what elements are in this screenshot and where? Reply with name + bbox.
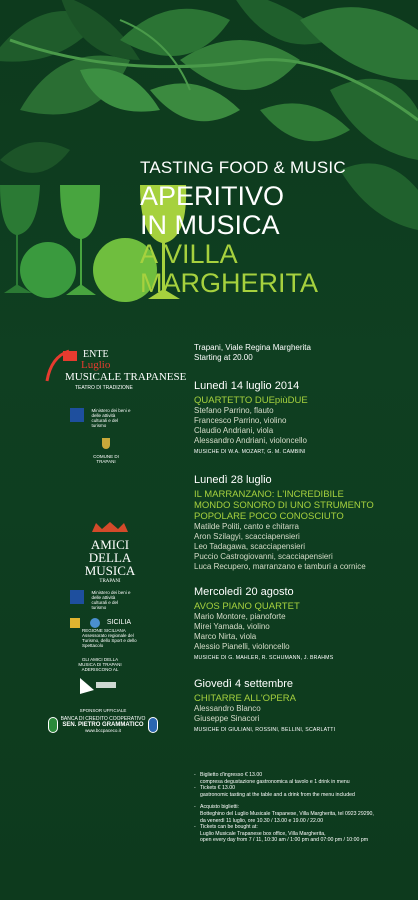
venue-info: [194, 343, 409, 363]
ente-line-1: ENTE: [83, 349, 109, 360]
trinacria-icon: [70, 618, 80, 628]
event-music: MUSICHE DI GIULIANI, ROSSINI, BELLINI, SCARLATTI: [194, 727, 336, 733]
performer: Giuseppe Sinacori: [194, 714, 260, 723]
purchase-line: Acquisto biglietti:: [200, 804, 239, 811]
venue-time: Starting at 20.00: [194, 353, 253, 362]
event-date: Lunedì 14 luglio 2014: [194, 380, 300, 392]
performer: Luca Recupero, marranzano e tamburi a cornice: [194, 562, 366, 571]
bank-url[interactable]: www.bccpaceco.it: [85, 728, 121, 733]
event-title-line: IL MARRANZANO: L'INCREDIBILE: [194, 489, 344, 500]
purchase-line: Botteghino del Luglio Musicale Trapanese, Villa Margherita, tel 0923 29290,: [200, 810, 374, 817]
performer: Alessio Pianelli, violoncello: [194, 642, 290, 651]
ticket-line: gastronomic tasting at the table and a drink from the menu included: [200, 791, 355, 798]
purchase-line: Luglio Musicale Trapanese box office, Villa Margherita,: [200, 830, 326, 837]
performer: Stefano Parrino, flauto: [194, 406, 274, 415]
purchase-line: Tickets can be bought at:: [200, 824, 258, 831]
performer: Alessandro Andriani, violoncello: [194, 436, 307, 445]
event-1: [194, 380, 409, 455]
event-date: Giovedì 4 settembre: [194, 678, 294, 690]
regione-text: REGIONE SICILIANA Assessorato regionale del Turismo, dello Sport e dello Spettacolo: [82, 628, 137, 648]
ente-line-3: MUSICALE TRAPANESE: [65, 371, 187, 383]
purchase-line: open every day from 7 / 11, 10:30 am / 1:00 pm and 07:00 pm / 10:00 pm: [200, 837, 369, 844]
performer: Francesco Parrino, violino: [194, 416, 287, 425]
amici-line-2: DELLA: [88, 550, 132, 565]
ente-line-4: TEATRO DI TRADIZIONE: [75, 385, 133, 391]
event-title: AVOS PIANO QUARTET: [194, 601, 300, 612]
performer: Alessandro Blanco: [194, 704, 261, 713]
bank-icon-right: [148, 717, 158, 733]
performer: Claudio Andriani, viola: [194, 426, 274, 435]
sicilia-text: SICILIA: [106, 619, 132, 627]
event-music: MUSICHE DI W.A. MOZART, G. M. CAMBINI: [194, 449, 306, 455]
sponsor-block: [48, 708, 158, 733]
ente-luglio-logo: [45, 345, 187, 395]
event-title: CHITARRE ALL'OPERA: [194, 693, 296, 704]
performer: Matilde Politi, canto e chitarra: [194, 522, 299, 531]
comune-logo: [86, 436, 126, 464]
purchase-line: da venerdì 11 luglio, ore 10.30 / 13.00 e 19.00 / 22.00: [200, 817, 324, 824]
event-music: MUSICHE DI G. MAHLER, R. SCHUMANN, J. BRAHMS: [194, 655, 334, 661]
tagline: TASTING FOOD & MUSIC: [140, 158, 346, 177]
performer: Leo Tadagawa, scacciapensieri: [194, 542, 306, 551]
mibac-text-2: Ministero dei beni e delle attività culturali e del turismo: [91, 590, 131, 610]
event-title-line: POPOLARE POCO CONOSCIUTO: [194, 511, 344, 522]
performer: Puccio Castrogiovanni, scacciapensieri: [194, 552, 333, 561]
ente-line-2: Luglio: [81, 359, 111, 371]
sponsor-label: SPONSOR UFFICIALE: [79, 708, 127, 713]
performer: Aron Szilagyi, scacciapensieri: [194, 532, 300, 541]
amici-line-3: MUSICA: [84, 563, 136, 578]
performer: Marco Nirta, viola: [194, 632, 257, 641]
event-date: Mercoledì 20 agosto: [194, 586, 294, 598]
amici-della-musica-logo: [70, 520, 150, 584]
title-line-2: IN MUSICA: [140, 210, 280, 240]
event-3: [194, 586, 409, 661]
crest-icon: [102, 438, 110, 449]
network-logo-icon: [78, 674, 118, 696]
bank-line-2: SEN. PIETRO GRAMMATICO: [62, 722, 144, 728]
bank-icon-left: [48, 717, 58, 733]
mibac-logo-2: [70, 590, 160, 614]
mibac-icon-2: [70, 590, 84, 604]
headline: [140, 158, 410, 298]
amici-line-1: AMICI: [90, 537, 130, 552]
crown-icon: [90, 521, 130, 533]
performer: Mirei Yamada, violino: [194, 622, 270, 631]
event-title: QUARTETTO DUEpiùDUE: [194, 395, 308, 406]
event-title-line: MONDO SONORO DI UNO STRUMENTO: [194, 500, 374, 511]
ticket-price-block: - Biglietto d'ingresso € 13.00 compresa degustazione gastronomica al tavolo e 1 drink in menu - Tickets € 13.00 gastronomic tasting at the table and a drink from the menu included: [194, 772, 355, 798]
mibac-icon: [70, 408, 84, 422]
mibac-logo-1: [70, 408, 160, 432]
event-2: [194, 474, 409, 572]
ticket-line: compresa degustazione gastronomica al tavolo e 1 drink in menu: [200, 778, 350, 785]
title-line-1: APERITIVO: [140, 181, 285, 211]
subtitle-line-2: MARGHERITA: [140, 268, 319, 298]
amici-note: GLI AMICI DELLA MUSICA DI TRAPANI ADERISCONO AL: [78, 657, 122, 672]
mibac-text-1: Ministero dei beni e delle attività culturali e del turismo: [91, 408, 131, 428]
performer: Mario Montore, pianoforte: [194, 612, 286, 621]
bank-line-1: BANCA DI CREDITO COOPERATIVO: [60, 716, 146, 722]
sicilia-icon: [90, 618, 100, 628]
amici-line-4: TRAPANI: [99, 579, 121, 584]
event-date: Lunedì 28 luglio: [194, 474, 272, 486]
subtitle-line-1: A VILLA: [140, 239, 238, 269]
ticket-line: Biglietto d'ingresso € 13.00: [200, 772, 263, 778]
comune-text: COMUNE DI TRAPANI: [93, 454, 119, 464]
event-4: [194, 678, 409, 733]
bank-logo: [48, 716, 158, 733]
ticket-purchase-block: - Acquisto biglietti: Botteghino del Luglio Musicale Trapanese, Villa Margherita, tel 0923 29290, da venerdì 11 luglio, ore 10.30 / 13.00 e 19.00 / 22.00 - Tickets can be bought at: Luglio Musicale Trapanese box office, Villa Margherita, open every day from 7 / 11, 10:30 am / 1:00 pm and 07:00 pm / 10:00 pm: [194, 804, 374, 844]
venue-address: Trapani, Viale Regina Margherita: [194, 343, 311, 352]
ticket-line: Tickets € 13.00: [200, 785, 235, 792]
ticket-info: [194, 772, 414, 850]
